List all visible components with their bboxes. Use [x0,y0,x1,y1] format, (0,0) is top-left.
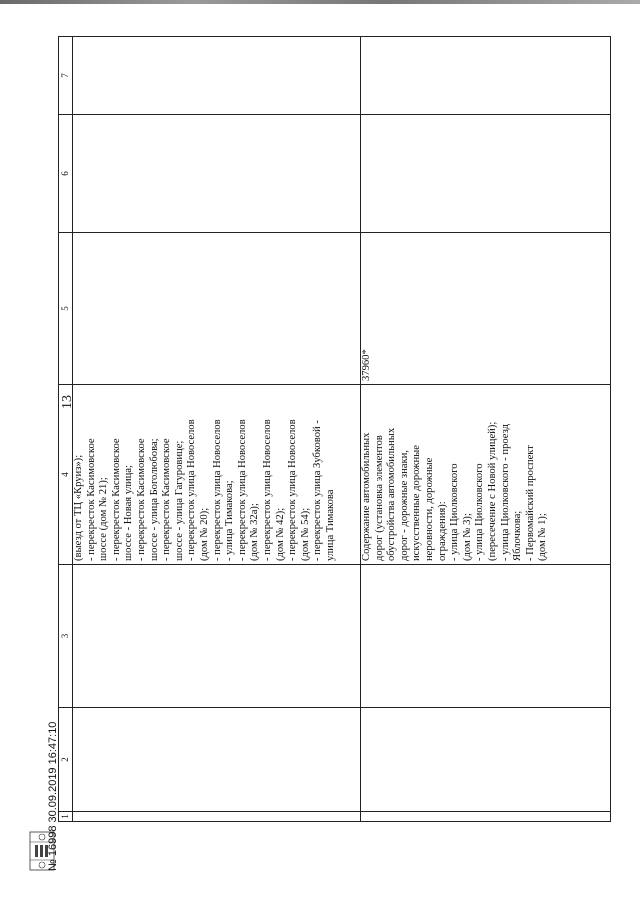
col-number-5: 5 [59,233,73,385]
works-line: (пересечение с Новой улицей); [486,421,498,561]
works-line: (дом № 3); [461,513,473,561]
works-line: (дом № 1); [537,513,549,561]
row2-cell7 [361,37,611,115]
row2-cell1 [361,812,611,822]
intersection-line: (дом № 32а); [249,503,261,561]
col-number-3: 3 [59,565,73,708]
row2-cell3 [361,565,611,708]
works-table [58,36,611,822]
intersection-line: шоссе - улица Гагуровице; [173,440,185,561]
intersection-line: - перекресток улица Новоселов [287,419,299,561]
col-number-2: 2 [59,708,73,812]
intersection-line: - перекресток Касимовское [161,438,173,561]
intersection-line: - перекресток улица Зубковой - [312,420,324,561]
intersection-line: - перекресток улица Новоселов [211,419,223,561]
works-line: - улица Циолковского [449,463,461,561]
row1-cell6 [73,115,361,233]
intersection-line: (дом № 20); [198,507,210,561]
intersection-line: - улица Тимакова; [224,480,236,561]
row2-cell2 [361,708,611,812]
intersection-line: шоссе - Новая улица; [123,465,135,561]
intersection-line: улица Тимакова [324,489,336,561]
works-line: Содержание автомобильных [361,432,372,561]
col-number-6: 6 [59,115,73,233]
row2-cell6 [361,115,611,233]
column-numbers-row [59,37,73,822]
rotated-table-container [58,37,611,822]
works-line: - улица Циолковского - проезд [499,423,511,561]
intersection-line: - перекресток Касимовское [135,438,147,561]
intersection-line: (выезд от ТЦ «Круиз»); [73,454,84,561]
intersection-line: (дом № 42); [274,507,286,561]
col-number-4: 4 [59,385,73,565]
row2-cell4 [361,385,611,565]
intersection-line: - перекресток Касимовское [110,438,122,561]
works-line: Яблочкова; [512,510,524,561]
works-line: - Первомайский проспект [524,445,536,561]
works-line: искусственные дорожные [411,445,423,561]
col-number-7: 7 [59,37,73,115]
intersection-line: (дом № 54); [299,507,311,561]
intersection-line: - перекресток улица Новоселов [261,419,273,561]
works-line: неровности, дорожные [423,457,435,561]
works-line: дорог - дорожные знаки, [398,450,410,561]
works-line: ограждения): [436,501,448,561]
intersection-line: шоссе (дом № 21); [98,477,110,561]
page-number: 13 [60,395,75,409]
table-row [73,37,361,822]
works-line: - улица Циолковского [474,463,486,561]
row1-cell5 [73,233,361,385]
intersection-line: - перекресток улица Новоселов [236,419,248,561]
works-line: обустройства автомобильных [386,427,398,561]
row1-cell4 [73,385,361,565]
intersection-line: шоссе - улица Боголюбова; [148,438,160,561]
row1-cell1 [73,812,361,822]
row1-cell2 [73,708,361,812]
row2-cost-cell: 37960* [361,233,611,385]
row1-cell3 [73,565,361,708]
row1-cell7 [73,37,361,115]
works-line: дорог (установка элементов [373,435,385,561]
intersection-line: - перекресток улица Новоселов [186,419,198,561]
registration-stamp-text: № 16998 30.09.2019 16:47:10 [47,721,59,871]
col-number-1: 1 [59,812,73,822]
table-row [361,37,611,822]
intersection-line: - перекресток Касимовское [85,438,97,561]
scan-edge [0,0,640,4]
